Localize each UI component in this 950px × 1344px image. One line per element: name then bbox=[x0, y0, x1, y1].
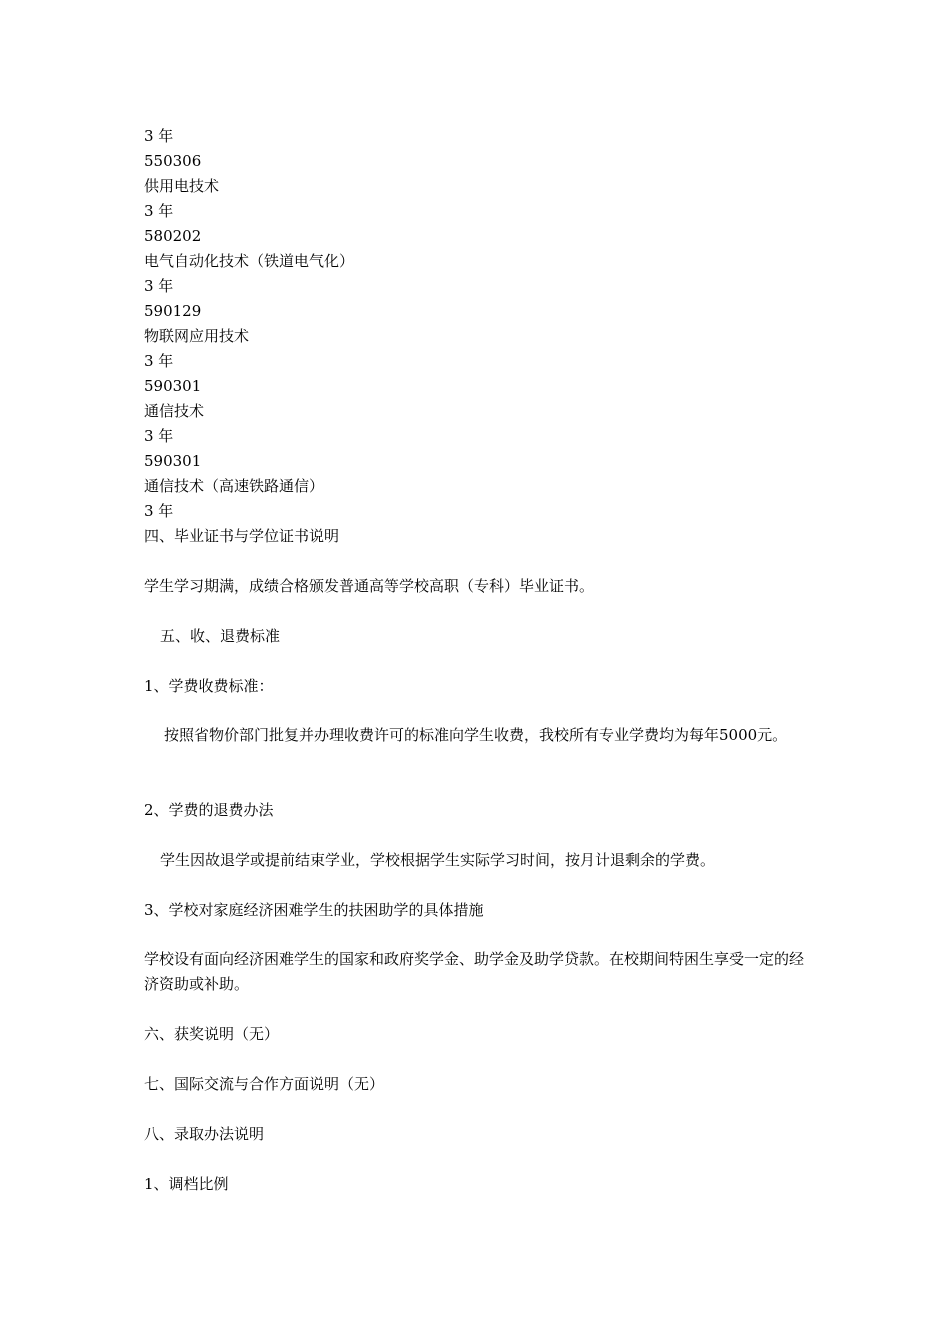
program-name: 电气自动化技术（铁道电气化） bbox=[144, 252, 355, 270]
program-duration: 3 年 bbox=[144, 202, 174, 220]
admission-ratio-heading: 1、调档比例 bbox=[144, 1175, 229, 1193]
section4-heading: 四、毕业证书与学位证书说明 bbox=[144, 527, 340, 545]
financial-aid-body: 学校设有面向经济困难学生的国家和政府奖学金、助学金及助学贷款。在校期间特困生享受一定的经济资助或补助。 bbox=[144, 950, 805, 993]
program-duration: 3 年 bbox=[144, 127, 174, 145]
refund-heading: 2、学费的退费办法 bbox=[144, 801, 274, 819]
section8-heading: 八、录取办法说明 bbox=[144, 1125, 265, 1143]
program-code: 580202 bbox=[144, 227, 202, 245]
financial-aid-heading: 3、学校对家庭经济困难学生的扶困助学的具体措施 bbox=[144, 901, 484, 919]
fee-standard-body: 按照省物价部门批复并办理收费许可的标准向学生收费，我校所有专业学费均为每年5000元。 bbox=[164, 726, 788, 744]
refund-body: 学生因故退学或提前结束学业，学校根据学生实际学习时间，按月计退剩余的学费。 bbox=[160, 851, 716, 869]
program-name: 物联网应用技术 bbox=[144, 327, 250, 345]
program-duration: 3 年 bbox=[144, 277, 174, 295]
program-duration: 3 年 bbox=[144, 427, 174, 445]
program-name: 通信技术 bbox=[144, 402, 205, 420]
program-duration: 3 年 bbox=[144, 352, 174, 370]
section7-heading: 七、国际交流与合作方面说明（无） bbox=[144, 1075, 385, 1093]
section5-heading: 五、收、退费标准 bbox=[160, 627, 281, 645]
program-code: 590129 bbox=[144, 302, 202, 320]
program-duration: 3 年 bbox=[144, 502, 174, 520]
fee-standard-heading: 1、学费收费标准： bbox=[144, 677, 274, 695]
program-name: 供用电技术 bbox=[144, 177, 220, 195]
program-code: 590301 bbox=[144, 377, 202, 395]
program-code: 550306 bbox=[144, 152, 202, 170]
program-name: 通信技术（高速铁路通信） bbox=[144, 477, 325, 495]
section6-heading: 六、获奖说明（无） bbox=[144, 1025, 280, 1043]
program-code: 590301 bbox=[144, 452, 202, 470]
section4-body: 学生学习期满，成绩合格颁发普通高等学校高职（专科）毕业证书。 bbox=[144, 577, 595, 595]
